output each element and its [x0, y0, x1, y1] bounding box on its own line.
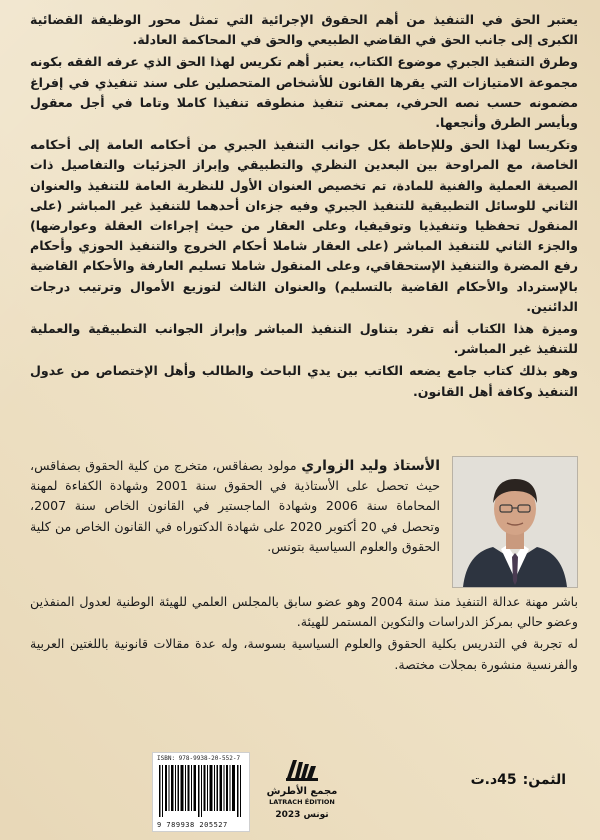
author-career [30, 592, 578, 677]
author-portrait-icon [453, 457, 577, 587]
isbn-barcode [152, 752, 250, 832]
author-name: الأستاذ وليد الزواري [301, 458, 440, 474]
price-label: الثمن: [522, 772, 566, 788]
description-paragraph: وهو بذلك كتاب جامع يضعه الكاتب بين يدي الباحث والطالب وأهل الإختصاص من عدول التنفيذ وكافة أهل القانون. [30, 363, 578, 399]
price-value: 45د.ت [470, 772, 517, 788]
author-bio [30, 456, 440, 559]
author-photo [452, 456, 578, 588]
publisher-books-icon [285, 756, 319, 782]
book-description [30, 10, 578, 404]
author-bio-text: مولود بصفاقس، متخرج من كلية الحقوق بصفاقس، حيث تحصل على الأستاذية في الحقوق سنة 2001 وشهادة الكفاءة لمهنة المحاماة سنة 2006 وشهادة الماجستير في القانون الخاص سنة 2007، وتحصل في 20 أكتوبر 2020 على شهادة الدكتوراه في القانون الخاص من كلية الحقوق والعلوم السياسية بتونس. [30, 458, 440, 554]
isbn-digits: 9 789938 205527 [157, 821, 228, 829]
description-paragraph: وطرق التنفيذ الجبري موضوع الكتاب، يعتبر أهم تكريس لهذا الحق الذي عرفه الفقه بكونه مجموعة الامتيازات التي يقرها القانون للأشخاص المتحصلين على سند تنفيذي في إفراغ مضمونه حسب نصه الحرفي، بمعنى تنفيذ منطوقه تنفيذا كاملا وتاما في أجل معقول وبأيسر الطرق وأنجعها. [30, 54, 578, 131]
career-paragraph: باشر مهنة عدالة التنفيذ منذ سنة 2004 وهو عضو سابق بالمجلس العلمي للهيئة الوطنية لعدول المنفذين وعضو حالي بمركز الدراسات والتكوين المستمر للهيئة. [30, 594, 578, 630]
barcode-icon [159, 765, 243, 817]
publisher-latin-name: LATRACH ÉDITION [269, 798, 335, 806]
isbn-number: ISBN: 978-9938-20-552-7 [157, 755, 241, 762]
description-paragraph: وميزة هذا الكتاب أنه تفرد بتناول التنفيذ المباشر وإبراز الجوانب التطبيقية والعملية للتنفيذ غير المباشر. [30, 321, 578, 357]
publisher-name: مجمع الأطرش [266, 786, 338, 797]
career-paragraph: له تجربة في التدريس بكلية الحقوق والعلوم السياسية بسوسة، وله عدة مقالات قانونية باللغتين العربية والفرنسية منشورة بمجلات مختصة. [30, 636, 578, 672]
publisher-logo [262, 756, 342, 832]
publication-place-year: تونس 2023 [275, 810, 329, 820]
price-tag [386, 772, 566, 788]
description-paragraph: وتكريسا لهذا الحق وللإحاطة بكل جوانب التنفيذ الجبري من أحكامه العامة إلى أحكامه الخاصة، مع المراوحة بين البعدين النظري والتطبيقي وإبراز الجزئيات والتفاصيل ذات الصيغة العملية والفنية للمادة، تم تخصيص العنوان الأول للنظرية العامة للتنفيذ والعنوان الثاني للوسائل التطبيقية للتنفيذ الجبري وفيه جزءان أحدهما للتنفيذ غير المباشر (على المنقول تحفظيا وتنفيذيا وتوقيفيا، وعلى العقار من حيث إجراءات العقلة وعوارضها) والجزء الثاني للتنفيذ المباشر (على العقار شاملا أحكام الخروج والتنفيذ الحوزي وأحكام رفع المضرة والتنفيذ الإستحقاقي، وعلى المنقول شاملا تسليم العارفة والأحكام القاضية بالإسترداد والأحكام القاضية بالتسليم) والعنوان الثالث لتوزيع الأموال وترتيب درجات الدائنين. [30, 137, 578, 314]
description-paragraph: يعتبر الحق في التنفيذ من أهم الحقوق الإجرائية التي تمثل محور الوظيفة القضائية الكبرى إلى جانب الحق في القاضي الطبيعي والحق في المحاكمة العادلة. [30, 12, 578, 48]
